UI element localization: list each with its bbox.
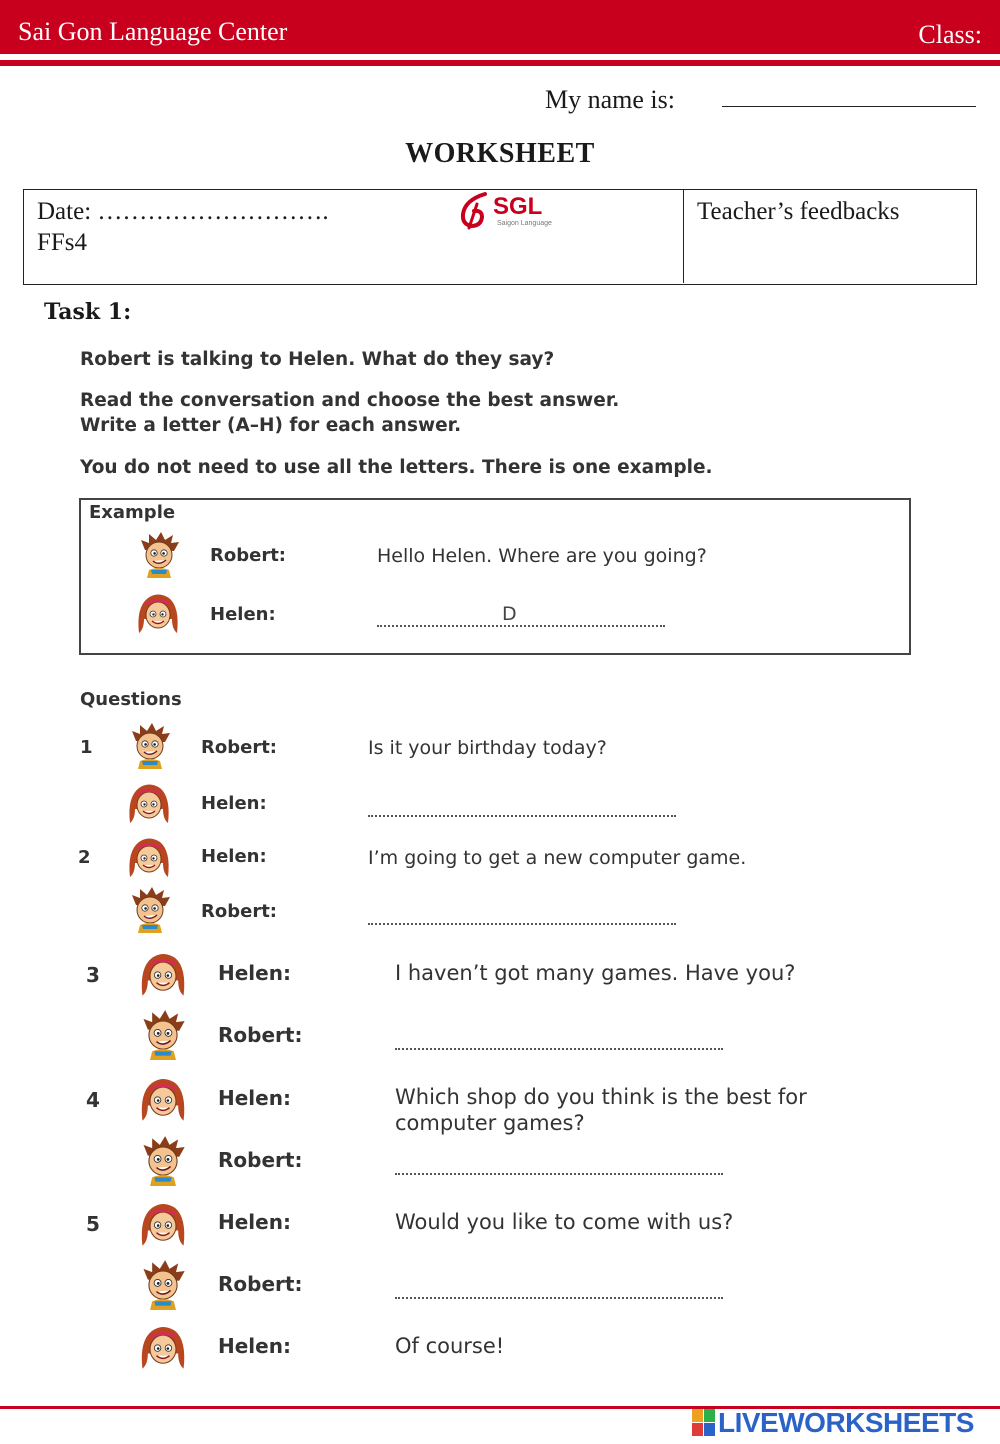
speaker-name: Robert: bbox=[210, 545, 286, 566]
header-rule bbox=[0, 60, 1000, 66]
helen-avatar-icon bbox=[134, 589, 182, 637]
answer-input-4[interactable] bbox=[395, 1173, 723, 1175]
question-number: 3 bbox=[86, 963, 100, 987]
footer-brand-text: LIVEWORKSHEETS bbox=[718, 1407, 974, 1438]
example-label: Example bbox=[89, 502, 176, 523]
dialogue-line: computer games? bbox=[395, 1111, 585, 1135]
answer-input-1[interactable] bbox=[368, 815, 676, 817]
helen-avatar-icon bbox=[137, 948, 189, 1000]
speaker-name: Helen: bbox=[210, 604, 276, 625]
helen-avatar-icon bbox=[125, 779, 173, 827]
date-field[interactable]: Date: ………………………. bbox=[37, 198, 329, 225]
answer-input-3[interactable] bbox=[395, 1048, 723, 1050]
speaker-name: Helen: bbox=[218, 1210, 291, 1234]
question-number: 2 bbox=[78, 847, 91, 868]
liveworksheets-brand[interactable] bbox=[692, 1407, 992, 1439]
info-divider bbox=[683, 190, 684, 283]
robert-avatar-icon bbox=[126, 721, 174, 769]
name-input-line[interactable] bbox=[722, 106, 976, 107]
robert-avatar-icon bbox=[137, 1258, 189, 1310]
speaker-name: Robert: bbox=[201, 737, 277, 758]
dialogue-line: Is it your birthday today? bbox=[368, 737, 607, 759]
example-box bbox=[79, 498, 911, 655]
dialogue-line: I’m going to get a new computer game. bbox=[368, 847, 747, 869]
helen-avatar-icon bbox=[137, 1073, 189, 1125]
task-label: Task 1: bbox=[44, 299, 132, 325]
logo-text: SGL bbox=[493, 193, 543, 220]
robert-avatar-icon bbox=[126, 885, 174, 933]
question-number: 4 bbox=[86, 1088, 100, 1112]
helen-avatar-icon bbox=[137, 1321, 189, 1373]
question-number: 1 bbox=[80, 737, 93, 758]
speaker-name: Robert: bbox=[218, 1148, 303, 1172]
instruction-line: Read the conversation and choose the best answer. bbox=[80, 390, 620, 411]
helen-avatar-icon bbox=[137, 1198, 189, 1250]
sgl-logo bbox=[455, 190, 565, 234]
speaker-name: Robert: bbox=[201, 901, 277, 922]
dialogue-line: Hello Helen. Where are you going? bbox=[377, 545, 707, 567]
speaker-name: Helen: bbox=[218, 1086, 291, 1110]
example-answer: D bbox=[502, 603, 517, 625]
robert-avatar-icon bbox=[137, 1008, 189, 1060]
helen-avatar-icon bbox=[125, 833, 173, 881]
answer-input-5[interactable] bbox=[395, 1297, 723, 1299]
questions-label: Questions bbox=[80, 689, 182, 710]
speaker-name: Helen: bbox=[201, 846, 267, 867]
instruction-line: Write a letter (A–H) for each answer. bbox=[80, 415, 462, 436]
sgl-logo-icon bbox=[455, 190, 495, 230]
robert-avatar-icon bbox=[137, 1134, 189, 1186]
instruction-line: You do not need to use all the letters. There is one example. bbox=[80, 457, 713, 478]
speaker-name: Robert: bbox=[218, 1023, 303, 1047]
liveworksheets-logo-icon bbox=[692, 1409, 716, 1437]
class-label: Class: bbox=[918, 20, 982, 49]
teacher-feedback-label: Teacher’s feedbacks bbox=[697, 198, 900, 225]
answer-input-2[interactable] bbox=[368, 923, 676, 925]
speaker-name: Robert: bbox=[218, 1272, 303, 1296]
dialogue-line: Of course! bbox=[395, 1334, 505, 1358]
question-number: 5 bbox=[86, 1212, 100, 1236]
speaker-name: Helen: bbox=[201, 793, 267, 814]
robert-avatar-icon bbox=[135, 530, 183, 578]
worksheet-title: WORKSHEET bbox=[405, 138, 595, 169]
name-prompt: My name is: bbox=[545, 85, 675, 114]
logo-subtext: Saigon Language bbox=[497, 220, 552, 227]
dialogue-line: I haven’t got many games. Have you? bbox=[395, 961, 796, 985]
speaker-name: Helen: bbox=[218, 1334, 291, 1358]
class-code: FFs4 bbox=[37, 229, 88, 256]
header-bar bbox=[0, 0, 1000, 54]
info-box bbox=[23, 189, 977, 285]
dialogue-line: Which shop do you think is the best for bbox=[395, 1085, 807, 1109]
speaker-name: Helen: bbox=[218, 961, 291, 985]
example-answer-line bbox=[377, 625, 665, 627]
center-name: Sai Gon Language Center bbox=[18, 17, 288, 46]
dialogue-line: Would you like to come with us? bbox=[395, 1210, 734, 1234]
instruction-line: Robert is talking to Helen. What do they say? bbox=[80, 349, 555, 370]
